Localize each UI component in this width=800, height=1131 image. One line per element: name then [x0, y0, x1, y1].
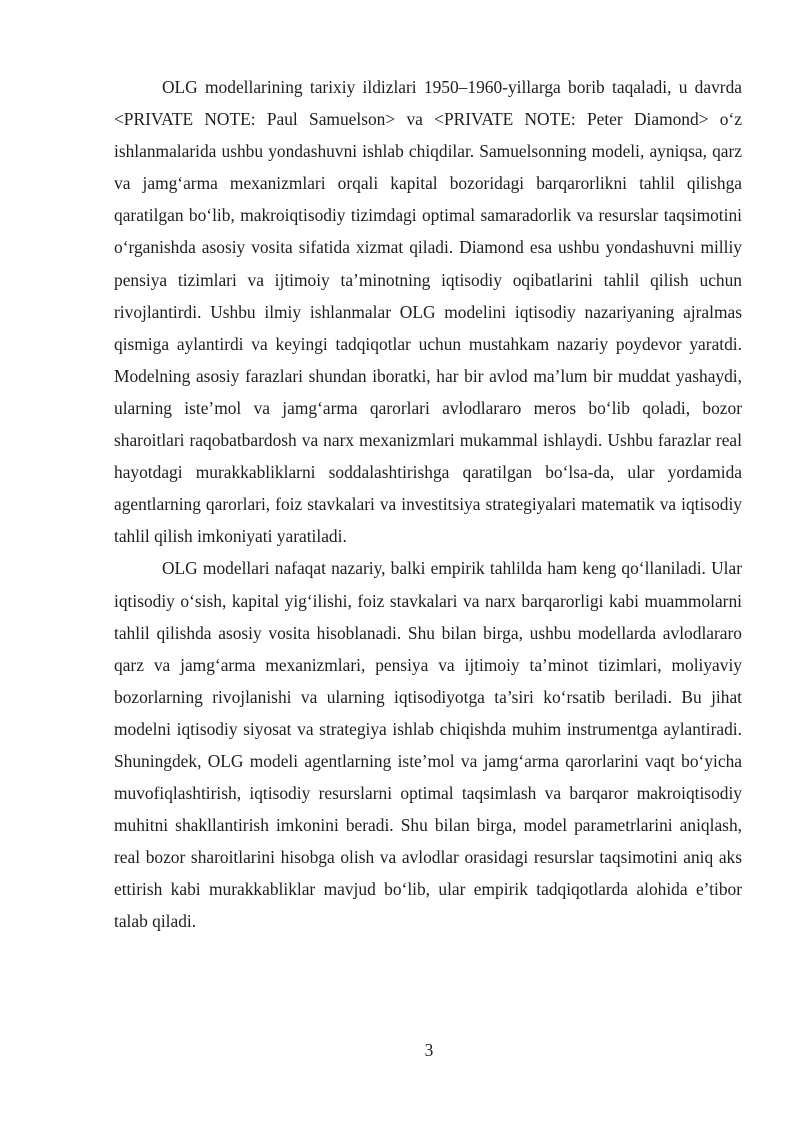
paragraph-olg-empirical: OLG modellari nafaqat nazariy, balki empirik tahlilda ham keng qo‘llaniladi. Ular iqtisodiy o‘sish, kapital yig‘ilishi, foiz stavkalari va narx barqarorligi kabi muammolarni tahlil qilishda asosiy vosita hisoblanadi. Shu bilan birga, ushbu modellarda avlodlararo qarz va jamg‘arma mexanizmlari, pensiya va ijtimoiy ta’minot tizimlari, moliyaviy bozorlarning rivojlanishi va ularning iqtisodiyotga ta’siri ko‘rsatib beriladi. Bu jihat modelni iqtisodiy siyosat va strategiya ishlab chiqishda muhim instrumentga aylantiradi. Shuningdek, OLG modeli agentlarning iste’mol va jamg‘arma qarorlarini vaqt bo‘yicha muvofiqlashtirish, iqtisodiy resurslarni optimal taqsimlash va barqaror makroiqtisodiy muhitni shakllantirish imkonini beradi. Shu bilan birga, model parametrlarini aniqlash, real bozor sharoitlarini hisobga olish va avlodlar orasidagi resurslar taqsimotini aniq aks ettirish kabi murakkabliklar mavjud bo‘lib, ular empirik tadqiqotlarda alohida e’tibor talab qiladi. — [114, 558, 742, 932]
body-text — [114, 71, 742, 938]
page-number: 3 — [424, 1040, 434, 1060]
paragraph-olg-history: OLG modellarining tarixiy ildizlari 1950–1960-yillarga borib taqaladi, u davrda <PRIVATE NOTE: Paul Samuelson> va <PRIVATE NOTE: Peter Diamond> o‘z ishlanmalarida ushbu yondashuvni ishlab chiqdilar. Samuelsonning modeli, ayniqsa, qarz va jamg‘arma mexanizmlari orqali kapital bozoridagi barqarorlikni tahlil qilishga qaratilgan bo‘lib, makroiqtisodiy tizimdagi optimal samaradorlik va resurslar taqsimotini o‘rganishda asosiy vosita sifatida xizmat qiladi. Diamond esa ushbu yondashuvni milliy pensiya tizimlari va ijtimoiy ta’minotning iqtisodiy oqibatlarini tahlil qilish uchun rivojlantirdi. Ushbu ilmiy ishlanmalar OLG modelini iqtisodiy nazariyaning ajralmas qismiga aylantirdi va keyingi tadqiqotlar uchun mustahkam nazariy poydevor yaratdi. Modelning asosiy farazlari shundan iboratki, har bir avlod ma’lum bir muddat yashaydi, ularning iste’mol va jamg‘arma qarorlari avlodlararo meros bo‘lib qoladi, bozor sharoitlari raqobatbardosh va narx mexanizmlari mukammal ishlaydi. Ushbu farazlar real hayotdagi murakkabliklarni soddalashtirishga qaratilgan bo‘lsa-da, ular yordamida agentlarning qarorlari, foiz stavkalari va investitsiya strategiyalari matematik va iqtisodiy tahlil qilish imkoniyati yaratiladi. — [114, 77, 742, 547]
